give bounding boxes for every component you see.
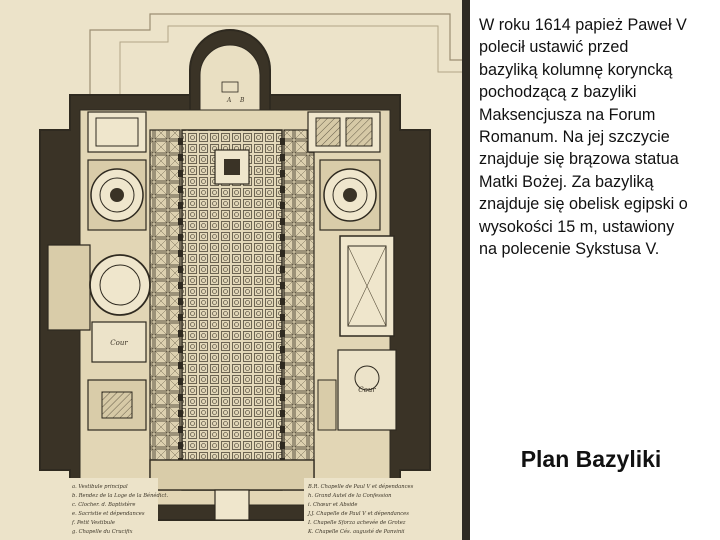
- column-pier: [280, 410, 285, 417]
- column-pier: [280, 154, 285, 161]
- legend-entry: e. Sacristie et dépendances: [72, 511, 145, 517]
- column-pier: [178, 250, 183, 257]
- column-pier: [280, 266, 285, 273]
- description-line: znajduje się brązowa statua: [479, 150, 679, 169]
- column-pier: [178, 186, 183, 193]
- description-line: Maksencjusza na Forum: [479, 105, 656, 124]
- legend-entry: b. Rendez de la Loge de la Bénédict.: [72, 493, 169, 499]
- apse-a-label: A: [227, 97, 232, 104]
- column-pier: [280, 250, 285, 257]
- legend-entry: i. Chœur et Abside: [308, 502, 358, 508]
- column-pier: [178, 346, 183, 353]
- left-court-label: Cour: [110, 339, 128, 347]
- column-pier: [280, 282, 285, 289]
- column-pier: [178, 426, 183, 433]
- column-pier: [178, 202, 183, 209]
- description-line: W roku 1614 papież Paweł V: [479, 16, 687, 34]
- column-pier: [280, 298, 285, 305]
- legend-entry: I. Chapelle Sforza achevée de Grotez: [308, 520, 406, 526]
- description-line: Romanum. Na jej szczycie: [479, 128, 670, 147]
- legend-entry: f. Petit Vestibule: [72, 520, 115, 526]
- legend-entry: h. Grand Autel de la Confession: [308, 493, 392, 499]
- description-text: [479, 14, 715, 260]
- column-pier: [178, 170, 183, 177]
- column-pier: [280, 314, 285, 321]
- column-pier: [280, 442, 285, 449]
- apse-b-label: B: [240, 97, 245, 104]
- column-pier: [178, 330, 183, 337]
- column-pier: [178, 154, 183, 161]
- legend-entry: B.R. Chapelle de Paul V et dépendances: [308, 484, 414, 490]
- column-pier: [178, 378, 183, 385]
- column-pier: [280, 186, 285, 193]
- column-pier: [280, 202, 285, 209]
- description-line: polecił ustawić przed: [479, 38, 629, 57]
- description-line: na polecenie Sykstusa V.: [479, 240, 660, 259]
- column-pier: [280, 218, 285, 225]
- column-pier: [280, 234, 285, 241]
- description-line: wysokości 15 m, ustawiony: [479, 217, 675, 236]
- column-pier: [178, 442, 183, 449]
- legend-entry: c. Clocher. d. Baptistère: [72, 502, 136, 508]
- column-pier: [178, 138, 183, 145]
- column-pier: [280, 346, 285, 353]
- description-line: pochodzącą z bazyliki: [479, 83, 637, 102]
- column-pier: [280, 426, 285, 433]
- column-pier: [178, 362, 183, 369]
- column-pier: [178, 410, 183, 417]
- right-court-label: Cour: [358, 386, 376, 394]
- legend-entry: g. Chapelle du Crucifix: [72, 529, 133, 535]
- description-line: bazyliką kolumnę koryncką: [479, 60, 673, 79]
- column-pier: [178, 218, 183, 225]
- legend-entry: a. Vestibule principal: [72, 484, 128, 490]
- description-line: znajduje się obelisk egipski o: [479, 195, 688, 214]
- column-pier: [280, 330, 285, 337]
- slide-title: Plan Bazyliki: [520, 446, 662, 472]
- column-pier: [280, 378, 285, 385]
- legend-entry: J.J. Chapelle de Paul V et dépendances: [308, 511, 409, 517]
- column-pier: [178, 314, 183, 321]
- column-pier: [280, 138, 285, 145]
- column-pier: [280, 362, 285, 369]
- column-pier: [280, 394, 285, 401]
- description-line: Matki Bożej. Za bazyliką: [479, 172, 654, 191]
- column-pier: [178, 266, 183, 273]
- column-pier: [178, 234, 183, 241]
- column-pier: [280, 170, 285, 177]
- column-pier: [178, 282, 183, 289]
- column-pier: [178, 394, 183, 401]
- legend-entry: K. Chapelle Cés. augusté de Panvinii: [308, 529, 405, 535]
- column-pier: [178, 298, 183, 305]
